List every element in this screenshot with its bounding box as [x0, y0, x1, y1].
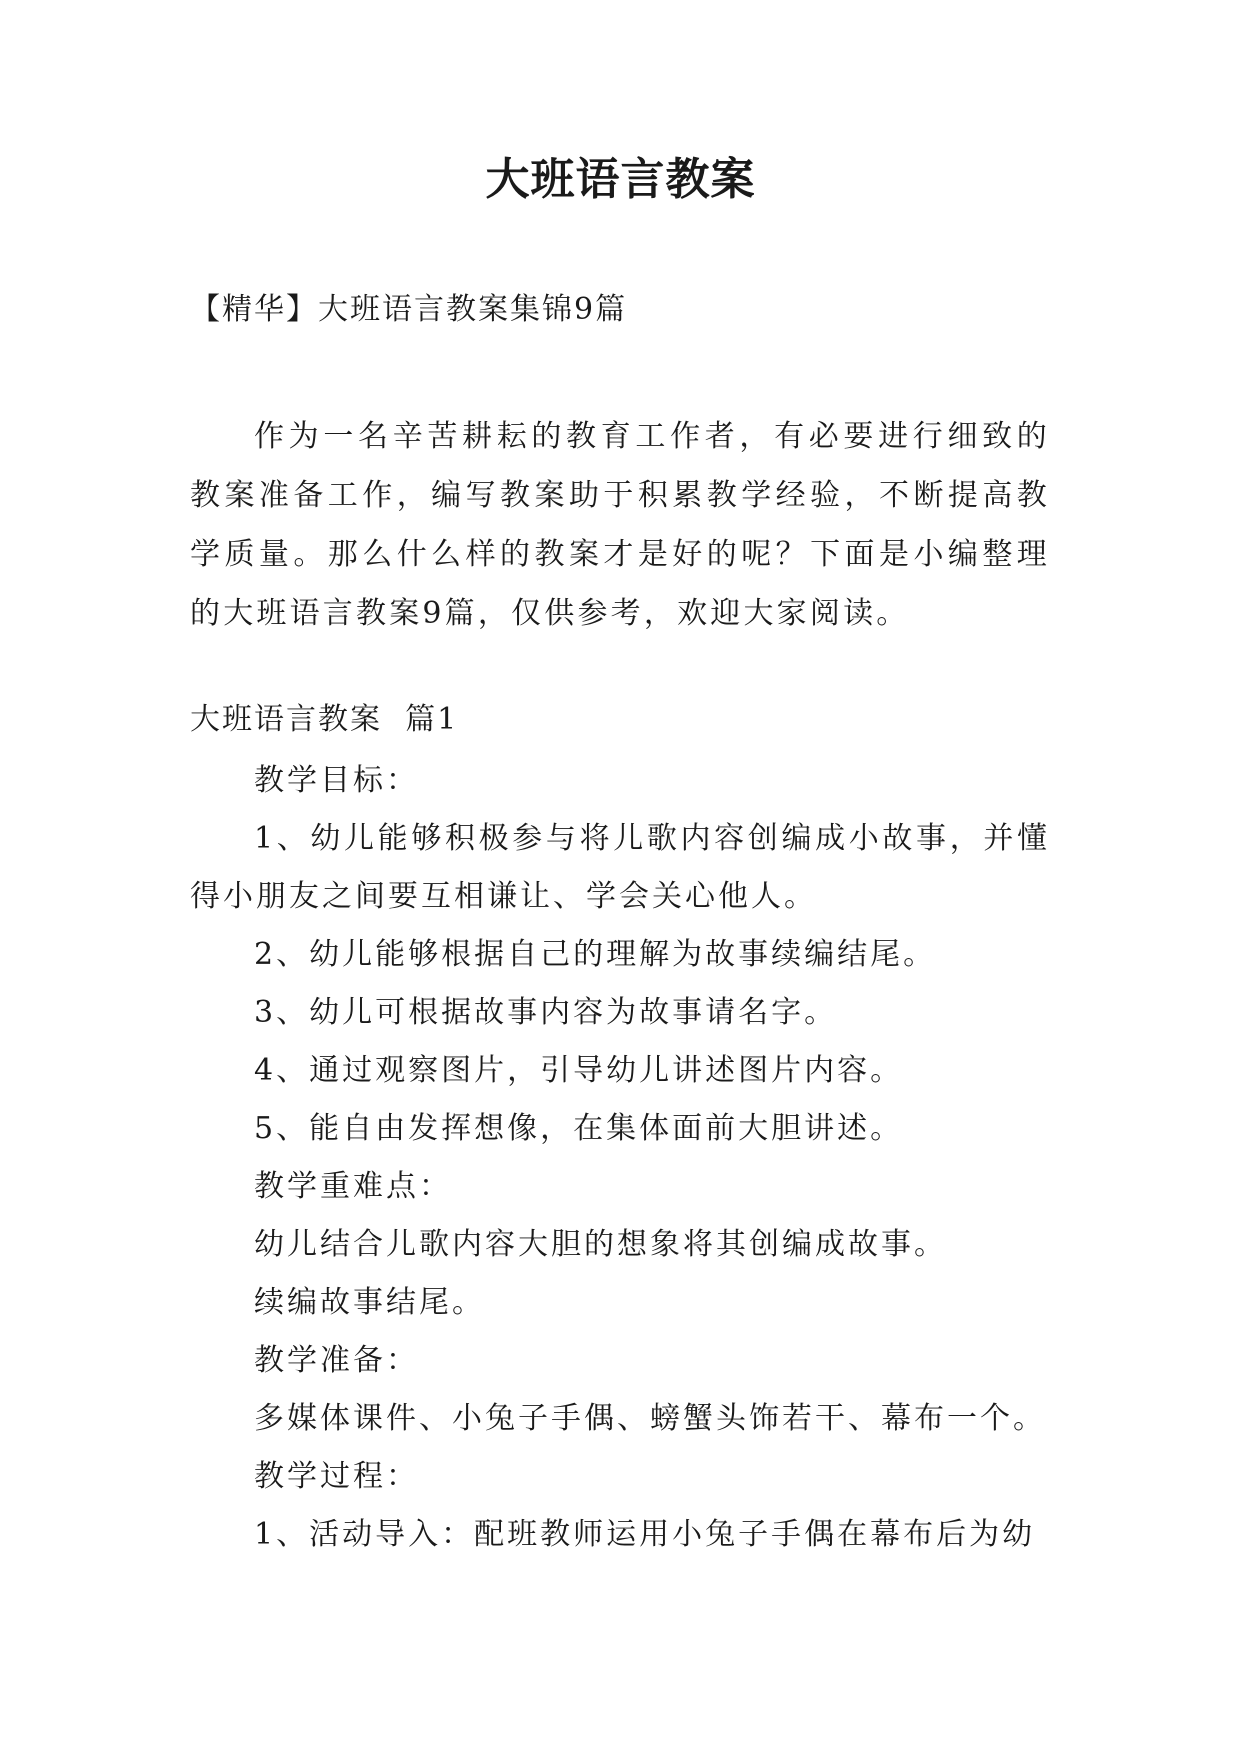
key-point-1: 幼儿结合儿歌内容大胆的想象将其创编成故事。	[254, 1227, 947, 1262]
preparation-materials: 多媒体课件、小兔子手偶、螃蟹头饰若干、幕布一个。	[254, 1401, 1046, 1436]
goal-item-3: 3、幼儿可根据故事内容为故事请名字。	[254, 995, 838, 1030]
heading-key-points: 教学重难点：	[254, 1169, 452, 1204]
goal-item-2: 2、幼儿能够根据自己的理解为故事续编结尾。	[254, 937, 937, 972]
heading-teaching-goals: 教学目标：	[254, 763, 419, 798]
heading-process: 教学过程：	[254, 1459, 419, 1494]
goal-item-1: 1、幼儿能够积极参与将儿歌内容创编成小故事，并懂得小朋友之间要互相谦让、学会关心他人。	[190, 821, 1050, 914]
section-body	[190, 752, 1070, 1564]
heading-preparation: 教学准备：	[254, 1343, 419, 1378]
section-heading: 大班语言教案 篇1	[190, 702, 459, 737]
goal-item-4: 4、通过观察图片，引导幼儿讲述图片内容。	[254, 1053, 904, 1088]
document-title: 大班语言教案	[485, 154, 756, 205]
intro-paragraph: 作为一名辛苦耕耘的教育工作者，有必要进行细致的教案准备工作，编写教案助于积累教学经验，不断提高教学质量。那么什么样的教案才是好的呢？下面是小编整理的大班语言教案9篇，仅供参考，欢迎大家阅读。	[190, 419, 1050, 631]
key-point-2: 续编故事结尾。	[254, 1285, 485, 1320]
process-step-1: 1、活动导入：配班教师运用小兔子手偶在幕布后为幼	[254, 1517, 1036, 1552]
document-subtitle: 【精华】大班语言教案集锦9篇	[190, 292, 628, 327]
goal-item-5: 5、能自由发挥想像，在集体面前大胆讲述。	[254, 1111, 904, 1146]
